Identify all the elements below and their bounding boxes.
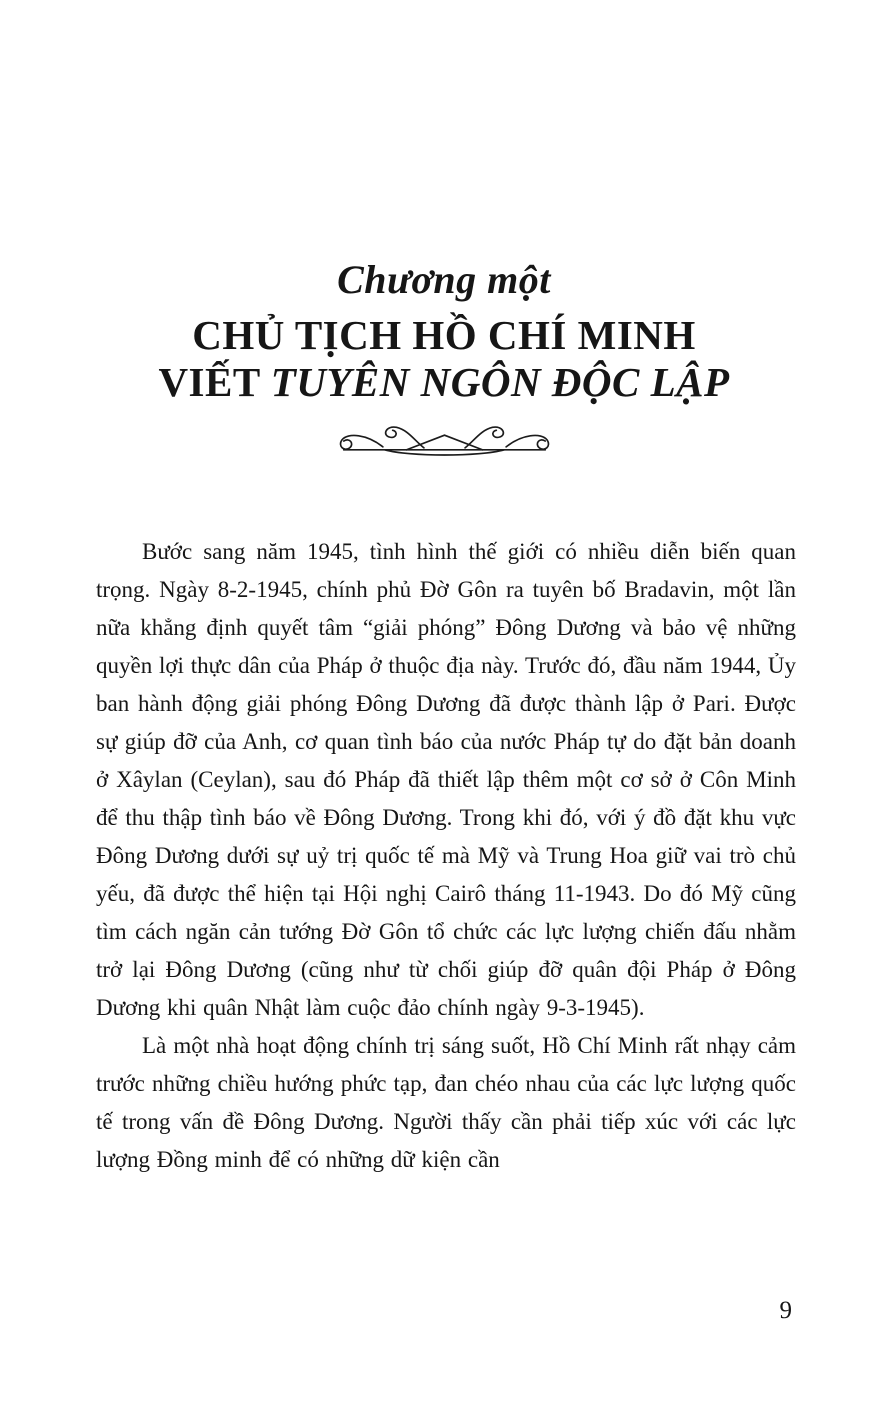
body-text [0, 533, 888, 1179]
chapter-title-line1: CHỦ TỊCH HỒ CHÍ MINH [192, 312, 696, 358]
divider [0, 420, 888, 471]
chapter-title-line2-regular: VIẾT [158, 359, 271, 405]
paragraph: Là một nhà hoạt động chính trị sáng suốt, Hồ Chí Minh rất nhạy cảm trước những chiều hướng phức tạp, đan chéo nhau của các lực lượng quốc tế trong vấn đề Đông Dương. Người thấy cần phải tiếp xúc với các lực lượng Đồng minh để có những dữ kiện cần [96, 1033, 796, 1172]
chapter-title [0, 312, 888, 406]
flourish-divider-icon [332, 420, 557, 466]
chapter-heading [0, 0, 888, 406]
paragraph: Bước sang năm 1945, tình hình thế giới có nhiều diễn biến quan trọng. Ngày 8-2-1945, chính phủ Đờ Gôn ra tuyên bố Bradavin, một lần nữa khẳng định quyết tâm “giải phóng” Đông Dương và bảo vệ những quyền lợi thực dân của Pháp ở thuộc địa này. Trước đó, đầu năm 1944, Ủy ban hành động giải phóng Đông Dương đã được thành lập ở Pari. Được sự giúp đỡ của Anh, cơ quan tình báo của nước Pháp tự do đặt bản doanh ở Xâylan (Ceylan), sau đó Pháp đã thiết lập thêm một cơ sở ở Côn Minh để thu thập tình báo về Đông Dương. Trong khi đó, với ý đồ đặt khu vực Đông Dương dưới sự uỷ trị quốc tế mà Mỹ và Trung Hoa giữ vai trò chủ yếu, đã được thể hiện tại Hội nghị Cairô tháng 11-1943. Do đó Mỹ cũng tìm cách ngăn cản tướng Đờ Gôn tổ chức các lực lượng chiến đấu nhằm trở lại Đông Dương (cũng như từ chối giúp đỡ quân đội Pháp ở Đông Dương khi quân Nhật làm cuộc đảo chính ngày 9-3-1945). [96, 539, 796, 1020]
chapter-title-line2 [0, 359, 888, 406]
page-number: 9 [779, 1297, 792, 1324]
chapter-label: Chương một [337, 257, 551, 302]
chapter-title-line2-italic: TUYÊN NGÔN ĐỘC LẬP [270, 359, 730, 405]
